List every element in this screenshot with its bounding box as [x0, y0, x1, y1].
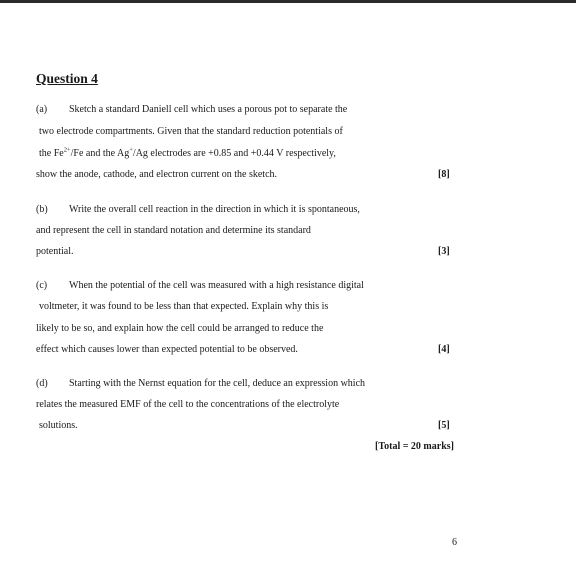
part-d-line-2: relates the measured EMF of the cell to the concentrations of the electrolyte: [36, 399, 340, 410]
part-b-line-2: and represent the cell in standard notation and determine its standard: [36, 225, 311, 236]
part-a-label: (a): [36, 104, 48, 115]
part-d-marks: [5]: [438, 420, 450, 431]
part-a-line-3: the $Fe^{2+}/Fe$ and the Ag+/Ag electrodes are +0.85 and +0.44 V respectively,: [39, 146, 336, 159]
part-c-line-4: effect which causes lower than expected potential to be observed.: [36, 344, 298, 355]
question-title: Question 4: [36, 71, 98, 86]
part-b-line-1: (b) Write the overall cell reaction in the direction in which it is spontaneous,: [36, 204, 360, 215]
part-a-line-4: show the anode, cathode, and electron current on the sketch.: [36, 169, 278, 180]
part-b-marks: [3]: [438, 246, 450, 257]
part-a-line-2: two electrode compartments. Given that the standard reduction potentials of: [39, 126, 343, 137]
part-d-line-3: solutions.: [39, 420, 78, 431]
part-c-label: (c): [36, 280, 48, 291]
part-d-label: (d): [36, 378, 48, 389]
top-border: [0, 0, 576, 3]
total-marks: [Total = 20 marks]: [375, 441, 454, 452]
part-b-line-3: potential.: [36, 246, 74, 257]
part-c-line-1: (c) When the potential of the cell was measured with a high resistance digital: [36, 280, 364, 291]
part-c-line-3: likely to be so, and explain how the cell could be arranged to reduce the: [36, 323, 324, 334]
part-c-marks: [4]: [438, 344, 450, 355]
part-c-line-2: voltmeter, it was found to be less than that expected. Explain why this is: [39, 301, 329, 312]
part-a-marks: [8]: [438, 169, 450, 180]
part-b-label: (b): [36, 204, 48, 215]
part-d-line-1: (d) Starting with the Nernst equation for the cell, deduce an expression which: [36, 378, 366, 389]
part-a-line-1: (a) Sketch a standard Daniell cell which uses a porous pot to separate the: [36, 104, 348, 115]
page-number: 6: [452, 537, 457, 548]
